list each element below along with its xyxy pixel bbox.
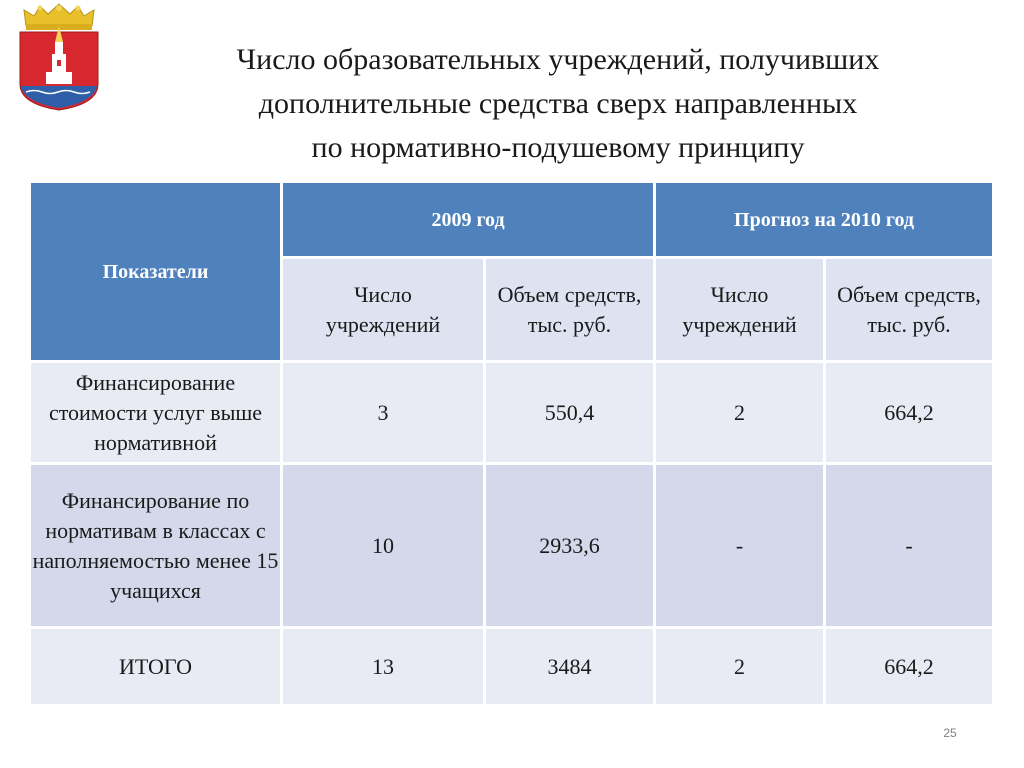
cell-amount-2009: 3484 xyxy=(485,628,655,706)
slide-title xyxy=(140,38,976,170)
row-label: Финансирование по нормативам в классах с наполняемостью менее 15 учащихся xyxy=(30,464,282,628)
cell-count-2009: 10 xyxy=(282,464,485,628)
table-row xyxy=(30,362,994,464)
cell-amount-2010: 664,2 xyxy=(825,628,994,706)
institutions-table xyxy=(28,180,995,707)
header-2009: 2009 год xyxy=(282,182,655,258)
cell-amount-2010: 664,2 xyxy=(825,362,994,464)
subheader-count-2009: Число учреждений xyxy=(282,258,485,362)
coat-of-arms-icon xyxy=(14,2,104,112)
cell-count-2010: 2 xyxy=(655,362,825,464)
cell-amount-2009: 2933,6 xyxy=(485,464,655,628)
cell-amount-2010: - xyxy=(825,464,994,628)
cell-count-2009: 3 xyxy=(282,362,485,464)
subheader-amount-2009: Объем средств, тыс. руб. xyxy=(485,258,655,362)
subheader-amount-2010: Объем средств, тыс. руб. xyxy=(825,258,994,362)
row-label-total: ИТОГО xyxy=(30,628,282,706)
cell-count-2010: - xyxy=(655,464,825,628)
row-label: Финансирование стоимости услуг выше нормативной xyxy=(30,362,282,464)
page-number: 25 xyxy=(943,726,957,740)
cell-count-2010: 2 xyxy=(655,628,825,706)
title-line-1: Число образовательных учреждений, получивших xyxy=(236,43,880,76)
subheader-count-2010: Число учреждений xyxy=(655,258,825,362)
header-row-groups xyxy=(30,182,994,258)
cell-amount-2009: 550,4 xyxy=(485,362,655,464)
indicators-header: Показатели xyxy=(30,182,282,362)
table-row-total xyxy=(30,628,994,706)
cell-count-2009: 13 xyxy=(282,628,485,706)
title-line-2: дополнительные средства сверх направленных xyxy=(258,87,858,120)
title-line-3: по нормативно-подушевому принципу xyxy=(311,131,805,164)
table-row xyxy=(30,464,994,628)
header-2010-forecast: Прогноз на 2010 год xyxy=(655,182,994,258)
